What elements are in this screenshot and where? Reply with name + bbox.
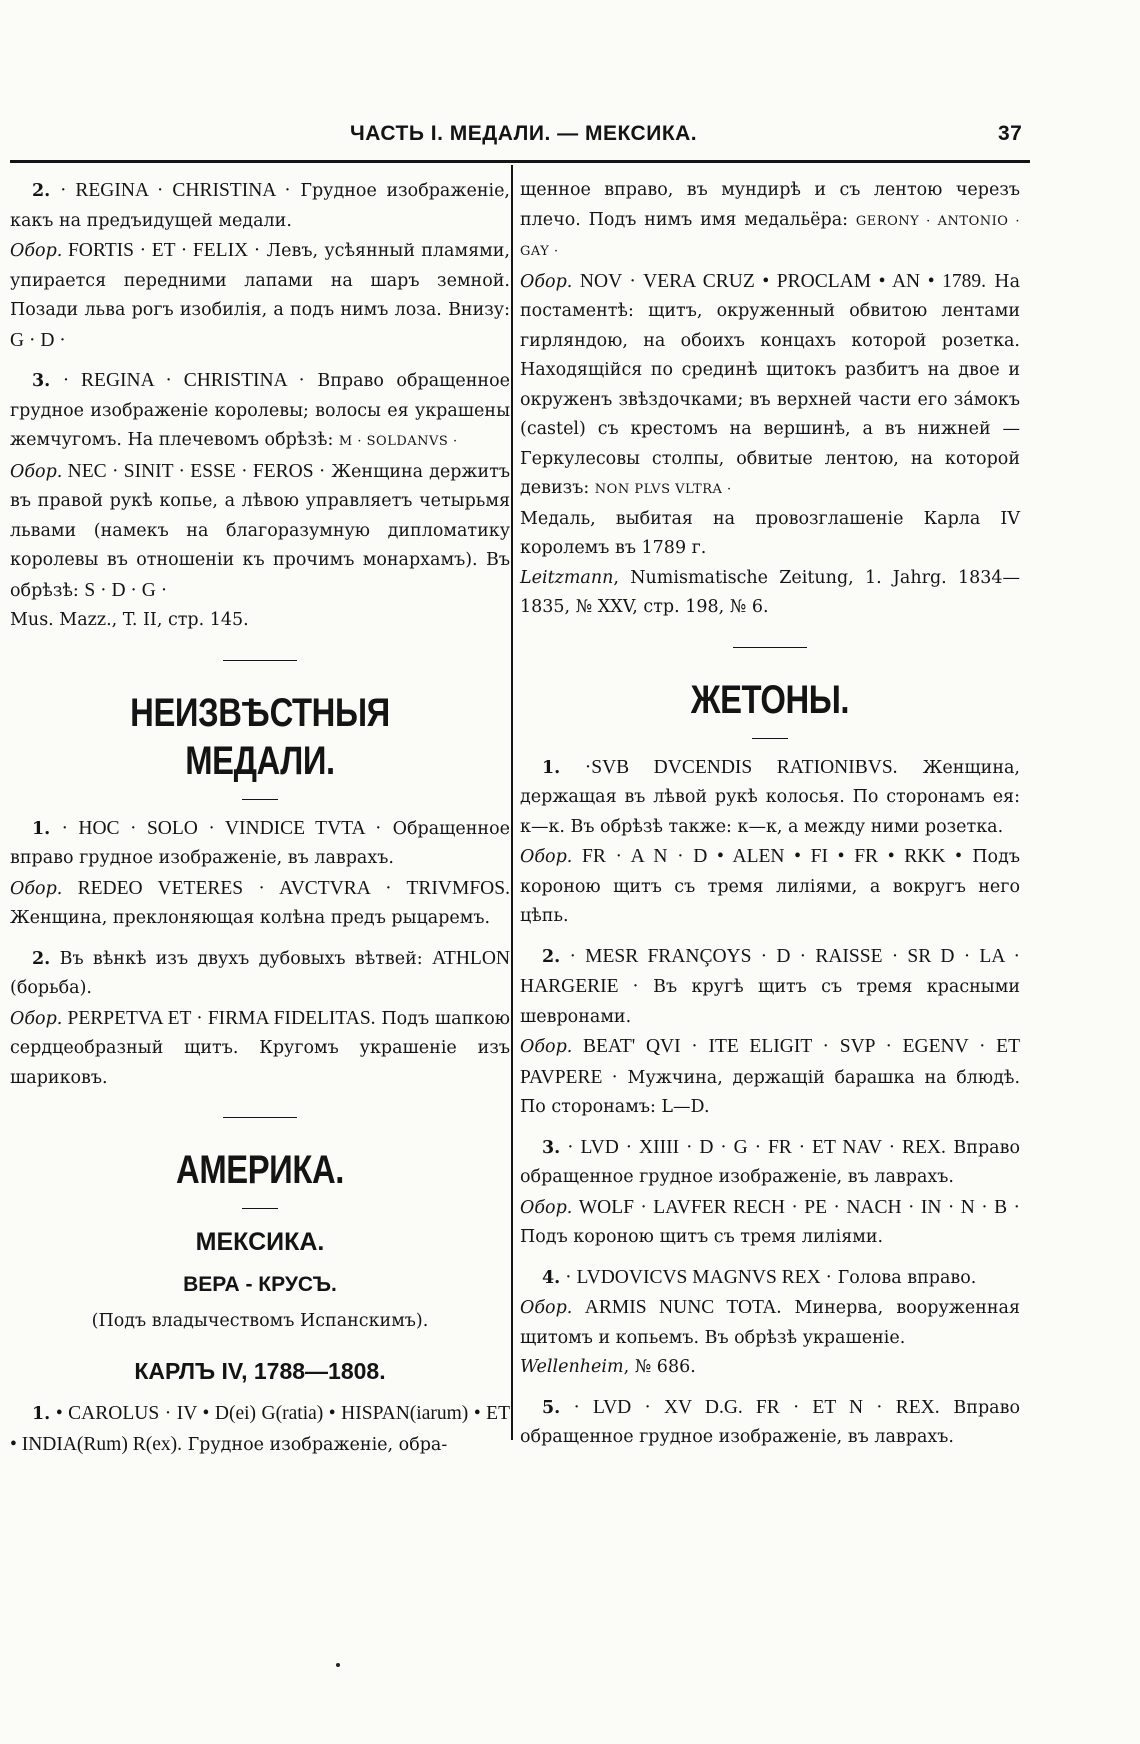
legend: ATHLON xyxy=(432,947,510,969)
legend: · LVD · XV D.G. FR · ET N · REX. xyxy=(560,1396,940,1418)
header-rule xyxy=(10,160,1030,163)
reverse-label: Обор. xyxy=(10,878,63,899)
left-column xyxy=(10,176,510,1460)
legend: · LVDOVICVS MAGNVS REX · xyxy=(560,1266,833,1288)
signature: M · SOLDANVS · xyxy=(338,434,458,449)
entry-2 xyxy=(10,176,510,356)
reverse-text: Подъ короною щитъ съ тремя лиліями, а вокругъ него цѣпь. xyxy=(520,847,1020,926)
legend: · MESR FRANÇOYS · D · RAISSE · SR D · LA · HARGERIE · xyxy=(520,945,1020,997)
entry-number: 1. xyxy=(32,1404,51,1424)
reverse-label: Обор. xyxy=(520,1037,573,1057)
reverse-label: Обор. xyxy=(520,847,573,867)
running-title: ЧАСТЬ I. МЕДАЛИ. — МЕКСИКА. xyxy=(350,122,698,145)
reverse-legend: WOLF · LAVFER RECH · PE · NACH · IN · N · B · xyxy=(572,1196,1020,1218)
separator-rule xyxy=(242,1208,278,1209)
token-entry-3 xyxy=(520,1133,1020,1253)
entry-text: Грудное изображеніе, обра- xyxy=(182,1434,448,1455)
print-speck xyxy=(336,1663,340,1667)
reverse-legend: BEAT' QVI · ITE ELIGIT · SVP · EGENV · ET PAVPERE · xyxy=(520,1036,1020,1088)
entry-text: Въ кругѣ щитъ съ тремя красными шевронами. xyxy=(520,977,1020,1027)
entry-text: Въ вѣнкѣ изъ двухъ дубовыхъ вѣтвей: xyxy=(50,948,432,969)
entry-text: Вправо обращенное грудное изображеніе, въ лаврахъ. xyxy=(520,1397,1020,1447)
reverse-text: Женщина держитъ въ правой рукѣ копье, а лѣвою управляетъ четырьмя львами (намекъ на благоразумную дипломатику королевы въ отношеніи къ прочимъ монархамъ). Въ обрѣзѣ: xyxy=(10,461,511,601)
reverse-text: Подъ шапкою сердцеобразный щитъ. Кругомъ украшеніе изъ шариковъ. xyxy=(10,1008,510,1088)
reverse-label: Обор. xyxy=(520,1298,573,1318)
subsection-title-mexico: МЕКСИКА. xyxy=(195,1228,325,1256)
reverse-text: Левъ, усѣянный пламями, упирается передними лапами на шаръ земной. Позади льва рогъ изобилія, а подъ нимъ лоза. Внизу: xyxy=(10,241,510,320)
reverse-legend: ARMIS NUNC TOTA. xyxy=(572,1297,782,1318)
entry-text: (борьба). xyxy=(10,978,92,998)
reverse-text: Минерва, вооруженная щитомъ и копьемъ. Въ обрѣзѣ украшеніе. xyxy=(520,1298,1020,1348)
reverse-label: Обор. xyxy=(520,1197,573,1218)
reverse-legend: NOV · VERA CRUZ • PROCLAM • AN • 1789. xyxy=(572,270,987,292)
separator-rule xyxy=(223,1117,297,1118)
reverse-label: Обор. xyxy=(10,1008,63,1029)
token-entry-2 xyxy=(520,942,1020,1123)
token-entry-1 xyxy=(520,753,1020,932)
reference-author: Leitzmann xyxy=(520,567,614,588)
entry-number: 3. xyxy=(542,1137,561,1158)
right-column xyxy=(520,176,1020,1453)
reverse-text: Женщина, преклоняющая колѣна предъ рыцаремъ. xyxy=(10,908,491,928)
motto: NON PLVS VLTRA · xyxy=(594,482,732,497)
medalist-name: GERONY · ANTONIO · GAY · xyxy=(520,213,1020,259)
reference: Mus. Mazz., T. II, стр. 145. xyxy=(10,610,249,630)
entry-text: Голова вправо. xyxy=(832,1267,977,1288)
entry-number: 1. xyxy=(32,818,51,839)
reverse-label: Обор. xyxy=(10,461,63,482)
entry-number: 3. xyxy=(32,371,51,391)
entry-text: Вправо обращенное грудное изображеніе, въ лаврахъ. xyxy=(520,1137,1020,1187)
reverse-legend: REDEO VETERES · AVCTVRA · TRIVMFOS. xyxy=(62,877,510,899)
section-title-unknown-medals: НЕИЗВѢСТНЫЯ МЕДАЛИ. xyxy=(130,690,390,783)
reverse-text: На постаментѣ: щитъ, окруженный обвитою лентами гирляндою, на обоихъ концахъ которой розетка. Находящійся по срединѣ щитокъ разбитъ на двое и окруженъ звѣздочками; въ верхней части его за́мокъ (castel) съ крестомъ на вершинѣ, а въ нижней — Геркулесовы столпы, обвитые лентою, на которой девизъ: xyxy=(520,271,1021,498)
legend: · LVD · XIIII · D · G · FR · ET NAV · REX. xyxy=(560,1136,946,1158)
unknown-entry-2 xyxy=(10,944,510,1094)
entry-number: 2. xyxy=(32,181,51,201)
legend: · REGINA · CHRISTINA · xyxy=(59,180,291,201)
reference: , Numismatische Zeitung, 1. Jahrg. 1834—1835, № XXV, стр. 198, № 6. xyxy=(520,567,1020,617)
entry-number: 2. xyxy=(542,946,561,967)
entry-number: 4. xyxy=(542,1267,561,1288)
exergue: S · D · G · xyxy=(84,579,168,601)
reverse-label: Обор. xyxy=(520,271,573,292)
reverse-text: Мужчина, держащій барашка на блюдѣ. По сторонамъ: L—D. xyxy=(520,1067,1021,1117)
section-title-america: АМЕРИКА. xyxy=(176,1148,344,1192)
entry-number: 5. xyxy=(542,1397,561,1418)
reverse-label: Обор. xyxy=(10,241,63,261)
subsection-note: (Подъ владычествомъ Испанскимъ). xyxy=(91,1311,429,1331)
legend: • CAROLUS · IV • D(ei) G(ratia) • HISPAN(iarum) • ET • INDIA(Rum) R(ex). xyxy=(10,1403,510,1455)
separator-rule xyxy=(733,647,807,648)
section-title-tokens: ЖЕТОНЫ. xyxy=(690,677,850,722)
entry-text: Обращенное вправо грудное изображеніе, въ лаврахъ. xyxy=(10,818,510,868)
page-number: 37 xyxy=(998,122,1023,145)
reference: , № 686. xyxy=(623,1357,696,1377)
entry-text: Женщина, держащая въ лѣвой рукѣ колосья. По сторонамъ ея: к—к. Въ обрѣзѣ также: к—к, а между ними розетка. xyxy=(520,757,1020,837)
entry-number: 2. xyxy=(32,948,51,969)
entry-note: Медаль, выбитая на провозглашеніе Карла IV королемъ въ 1789 г. xyxy=(520,508,1020,558)
column-divider xyxy=(511,165,513,1440)
separator-rule xyxy=(223,660,297,661)
reverse-legend: NEC · SINIT · ESSE · FEROS · xyxy=(62,460,326,482)
entry-text: щенное вправо, въ мундирѣ и съ лентою черезъ плечо. Подъ нимъ имя медальёра: xyxy=(520,180,1020,230)
carlos-entry-1-continued xyxy=(520,176,1020,623)
legend: ·SVB DVCENDIS RATIONIBVS. xyxy=(560,756,898,778)
subsection-title-vera-cruz: ВЕРА - КРУСЪ. xyxy=(183,1273,337,1296)
entry-number: 1. xyxy=(542,757,561,778)
legend: · HOC · SOLO · VINDICE TVTA · xyxy=(61,817,382,839)
token-entry-5 xyxy=(520,1393,1020,1453)
reverse-legend: FR · A N · D • ALEN • FI • FR • RKK • xyxy=(572,846,962,867)
reverse-text: Подъ короною щитъ съ тремя лиліями. xyxy=(520,1227,884,1247)
unknown-entry-1 xyxy=(10,814,510,934)
reference-author: Wellenheim xyxy=(520,1357,624,1377)
entry-3 xyxy=(10,366,510,636)
entry-text: Грудное изображеніе, какъ на предъидущей медали. xyxy=(10,181,510,231)
carlos-entry-1 xyxy=(10,1399,510,1460)
reverse-legend: PERPETVA ET · FIRMA FIDELITAS. xyxy=(62,1007,376,1029)
token-entry-4 xyxy=(520,1263,1020,1383)
entry-text: Вправо обращенное грудное изображеніе королевы; волосы ея украшены жемчугомъ. На плечевомъ обрѣзѣ: xyxy=(10,371,510,450)
legend: · REGINA · CHRISTINA · xyxy=(62,370,305,391)
reverse-legend: FORTIS · ET · FELIX · xyxy=(62,240,261,261)
ruler-heading: КАРЛЪ IV, 1788—1808. xyxy=(134,1358,386,1384)
separator-rule xyxy=(242,799,278,800)
exergue: G · D · xyxy=(10,329,66,351)
separator-rule xyxy=(752,738,788,739)
